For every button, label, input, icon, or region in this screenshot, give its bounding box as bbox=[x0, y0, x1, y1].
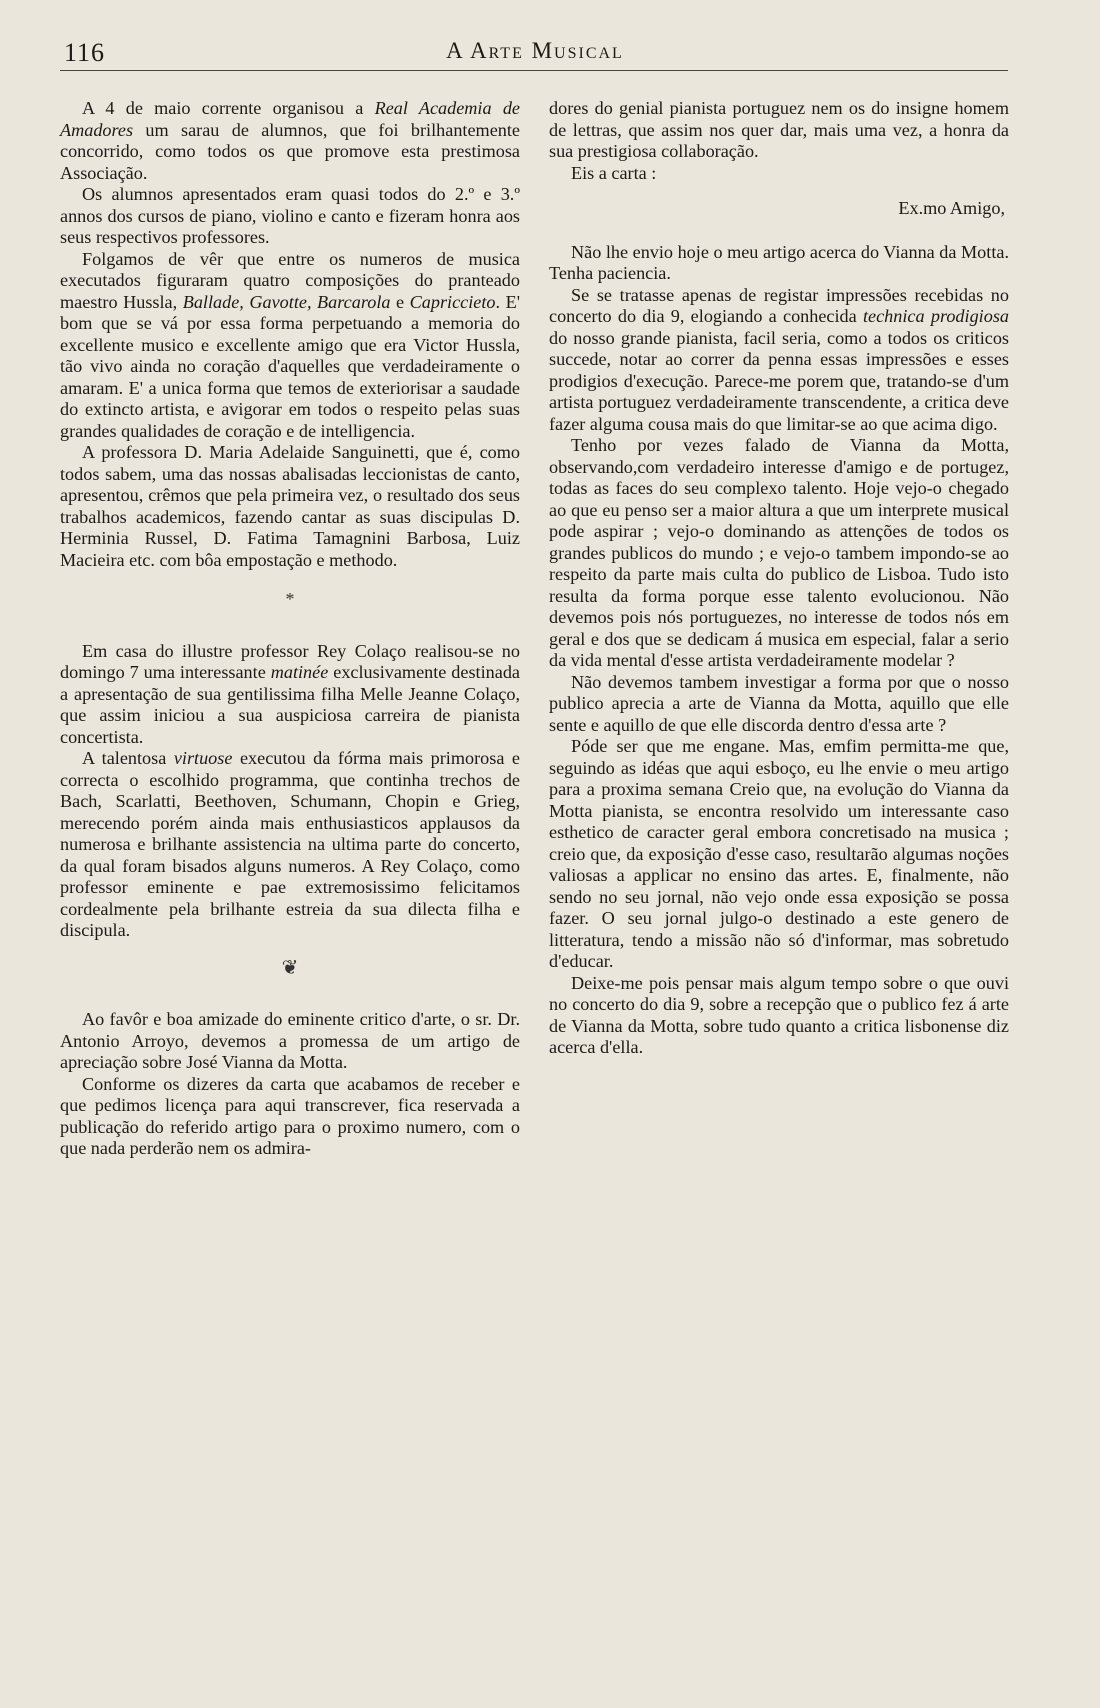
paragraph bbox=[549, 672, 1009, 737]
text-run: A talentosa bbox=[82, 748, 174, 768]
paragraph bbox=[549, 973, 1009, 1059]
text-run: Não devemos tambem investigar a forma por que o nosso publico aprecia a arte de Vianna da Motta, aquillo que elle sente e aquillo de que elle discorda dentro d'essa arte ? bbox=[549, 671, 1009, 735]
text-run: Não lhe envio hoje o meu artigo acerca do Vianna da Motta. Tenha paciencia. bbox=[549, 241, 1009, 283]
paragraph bbox=[60, 748, 520, 942]
section-separator-ornament: ❦ bbox=[281, 956, 299, 979]
running-title: A Arte Musical bbox=[446, 38, 624, 63]
paragraph bbox=[549, 242, 1009, 285]
paragraph bbox=[549, 163, 1009, 185]
paragraph bbox=[549, 98, 1009, 163]
section-separator-asterisk: * bbox=[285, 589, 295, 609]
text-run: Deixe-me pois pensar mais algum tempo sobre o que ouvi no concerto do dia 9, sobre a recepção que o publico fez á arte de Vianna da Motta, sobre tudo quanto a critica lisbonense diz acerca d'ella. bbox=[549, 972, 1009, 1057]
text-run: Póde ser que me engane. Mas, emfim permitta-me que, seguindo as idéas que aqui esboço, eu lhe envie o meu artigo para a proxima semana Creio que, na evolução do Vianna da Motta pianista, se encontra resolvido um interessante caso esthetico de caracter geral embora concretisado na musica ; creio que, da exposição d'esse caso, resultarão algumas noções valiosas a applicar no ensino das artes. E, finalmente, não sendo no seu jornal, não vejo onde essa exposição se possa fazer. O seu jornal julgo-o destinado a este genero de litteratura, tendo a missão não só d'informar, mas sobretudo d'educar. bbox=[549, 736, 1009, 971]
paragraph bbox=[60, 1074, 520, 1160]
text-run: do nosso grande pianista, facil seria, como a todos os criticos succede, notar ao correr da penna essas impressões e esses prodigios d'execução. Parece-me porem que, tratando-se d'um artista portuguez verdadeiramente transcendente, a critica deve fazer alguma cousa mais do que limitar-se ao que acima digo. bbox=[549, 327, 1009, 434]
paragraph bbox=[60, 641, 520, 749]
text-run: e bbox=[390, 291, 410, 312]
text-run: Os alumnos apresentados eram quasi todos do 2.º e 3.º annos dos cursos de piano, violino e canto e fizeram honra aos seus respectivos professores. bbox=[60, 184, 520, 247]
text-run: Ao favôr e boa amizade do eminente critico d'arte, o sr. Dr. Antonio Arroyo, devemos a promessa de um artigo de apreciação sobre José Vianna da Motta. bbox=[60, 1009, 520, 1072]
header-rule bbox=[60, 70, 1008, 71]
italic-text-run: Capriccieto bbox=[409, 291, 496, 312]
letter-salutation: Ex.mo Amigo, bbox=[898, 198, 1005, 218]
italic-text-run: matinée bbox=[270, 662, 329, 682]
paragraph bbox=[60, 249, 520, 443]
text-run: Folgamos de vêr que entre os numeros de musica executados figuraram quatro composições do pranteado maestro Hussla, bbox=[60, 248, 520, 312]
paragraph bbox=[60, 98, 520, 184]
text-run: Eis a carta : bbox=[571, 162, 657, 183]
text-run: A 4 de maio corrente organisou a bbox=[82, 98, 375, 118]
paragraph bbox=[60, 184, 520, 249]
paragraph bbox=[60, 442, 520, 571]
text-run: A professora D. Maria Adelaide Sanguinetti, que é, como todos sabem, uma das nossas abalisadas leccionistas de canto, apresentou, crêmos que pela primeira vez, o resultado dos seus trabalhos academicos, fazendo cantar as suas discipulas D. Herminia Russel, D. Fatima Tamagnini Barbosa, Luiz Macieira etc. com bôa empostação e methodo. bbox=[60, 442, 520, 570]
paragraph bbox=[60, 1009, 520, 1074]
italic-text-run: technica prodigiosa bbox=[862, 306, 1009, 326]
text-run: um sarau de alumnos, que foi brilhantemente concorrido, como todos os que promove esta prestimosa Associação. bbox=[60, 119, 520, 183]
italic-text-run: Real Academia de Amadores bbox=[60, 98, 520, 140]
text-run: exclusivamente destinada a apresentação de sua gentilissima filha Melle Jeanne Colaço, que assim iniciou a sua auspiciosa carreira de pianista concertista. bbox=[60, 662, 520, 747]
paragraph bbox=[549, 736, 1009, 973]
text-run: Se se tratasse apenas de registar impressões recebidas no concerto do dia 9, elogiando a conhecida bbox=[549, 284, 1009, 326]
text-run: . E' bom que se vá por essa forma perpetuando a memoria do excellente musico e excellente amigo que era Victor Hussla, tão vivo ainda no coração d'aquelles que verdadeiramente o amaram. E' a unica forma que temos de exteriorisar a saudade do extincto artista, e avigorar em todos o respeito pelas suas grandes qualidades de coração e de intelligencia. bbox=[60, 291, 520, 441]
italic-text-run: Ballade, Gavotte, Barcarola bbox=[182, 291, 391, 312]
text-run: Em casa do illustre professor Rey Colaço realisou-se no domingo 7 uma interessante bbox=[60, 640, 520, 682]
text-run: dores do genial pianista portuguez nem os do insigne homem de lettras, que assim nos quer dar, mais uma vez, a honra da sua prestigiosa collaboração. bbox=[549, 98, 1009, 161]
paragraph bbox=[549, 435, 1009, 672]
paragraph bbox=[549, 285, 1009, 436]
right-column bbox=[549, 98, 1009, 1059]
italic-text-run: virtuose bbox=[173, 748, 233, 768]
page-header bbox=[60, 34, 1010, 74]
left-column bbox=[60, 98, 520, 1160]
text-run: Conforme os dizeres da carta que acabamos de receber e que pedimos licença para aqui transcrever, fica reservada a publicação do referido artigo para o proximo numero, com o que nada perderão nem os admira- bbox=[60, 1073, 520, 1158]
text-run: Tenho por vezes falado de Vianna da Motta, observando,com verdadeiro interesse d'amigo e de portugez, todas as faces do seu complexo talento. Hoje vejo-o chegado ao que eu penso ser a maior altura a que um interprete musical pode aspirar ; vejo-o dominando as attenções de todos os grandes publicos do mundo ; e vejo-o tambem impondo-se ao respeito da parte mais culta do publico de Lisboa. Tudo isto resulta da forma porque esse talento evolucionou. Não devemos pois nós portuguezes, no interesse de todos nós em geral e dos que se dedicam á musica em especial, falar a serio da vida mental d'esse artista verdadeiramente modelar ? bbox=[549, 435, 1009, 670]
page-number: 116 bbox=[64, 38, 106, 67]
text-run: executou da fórma mais primorosa e correcta o escolhido programma, que continha trechos de Bach, Scarlatti, Beethoven, Schumann, Chopin e Grieg, merecendo porém ainda mais enthusiasticos applausos da numerosa e brilhante assistencia na ultima parte do concerto, da qual foram bisados alguns numeros. A Rey Colaço, como professor eminente e pae extremosissimo felicitamos cordealmente pela brilhante estreia da sua dilecta filha e discipula. bbox=[60, 748, 520, 940]
